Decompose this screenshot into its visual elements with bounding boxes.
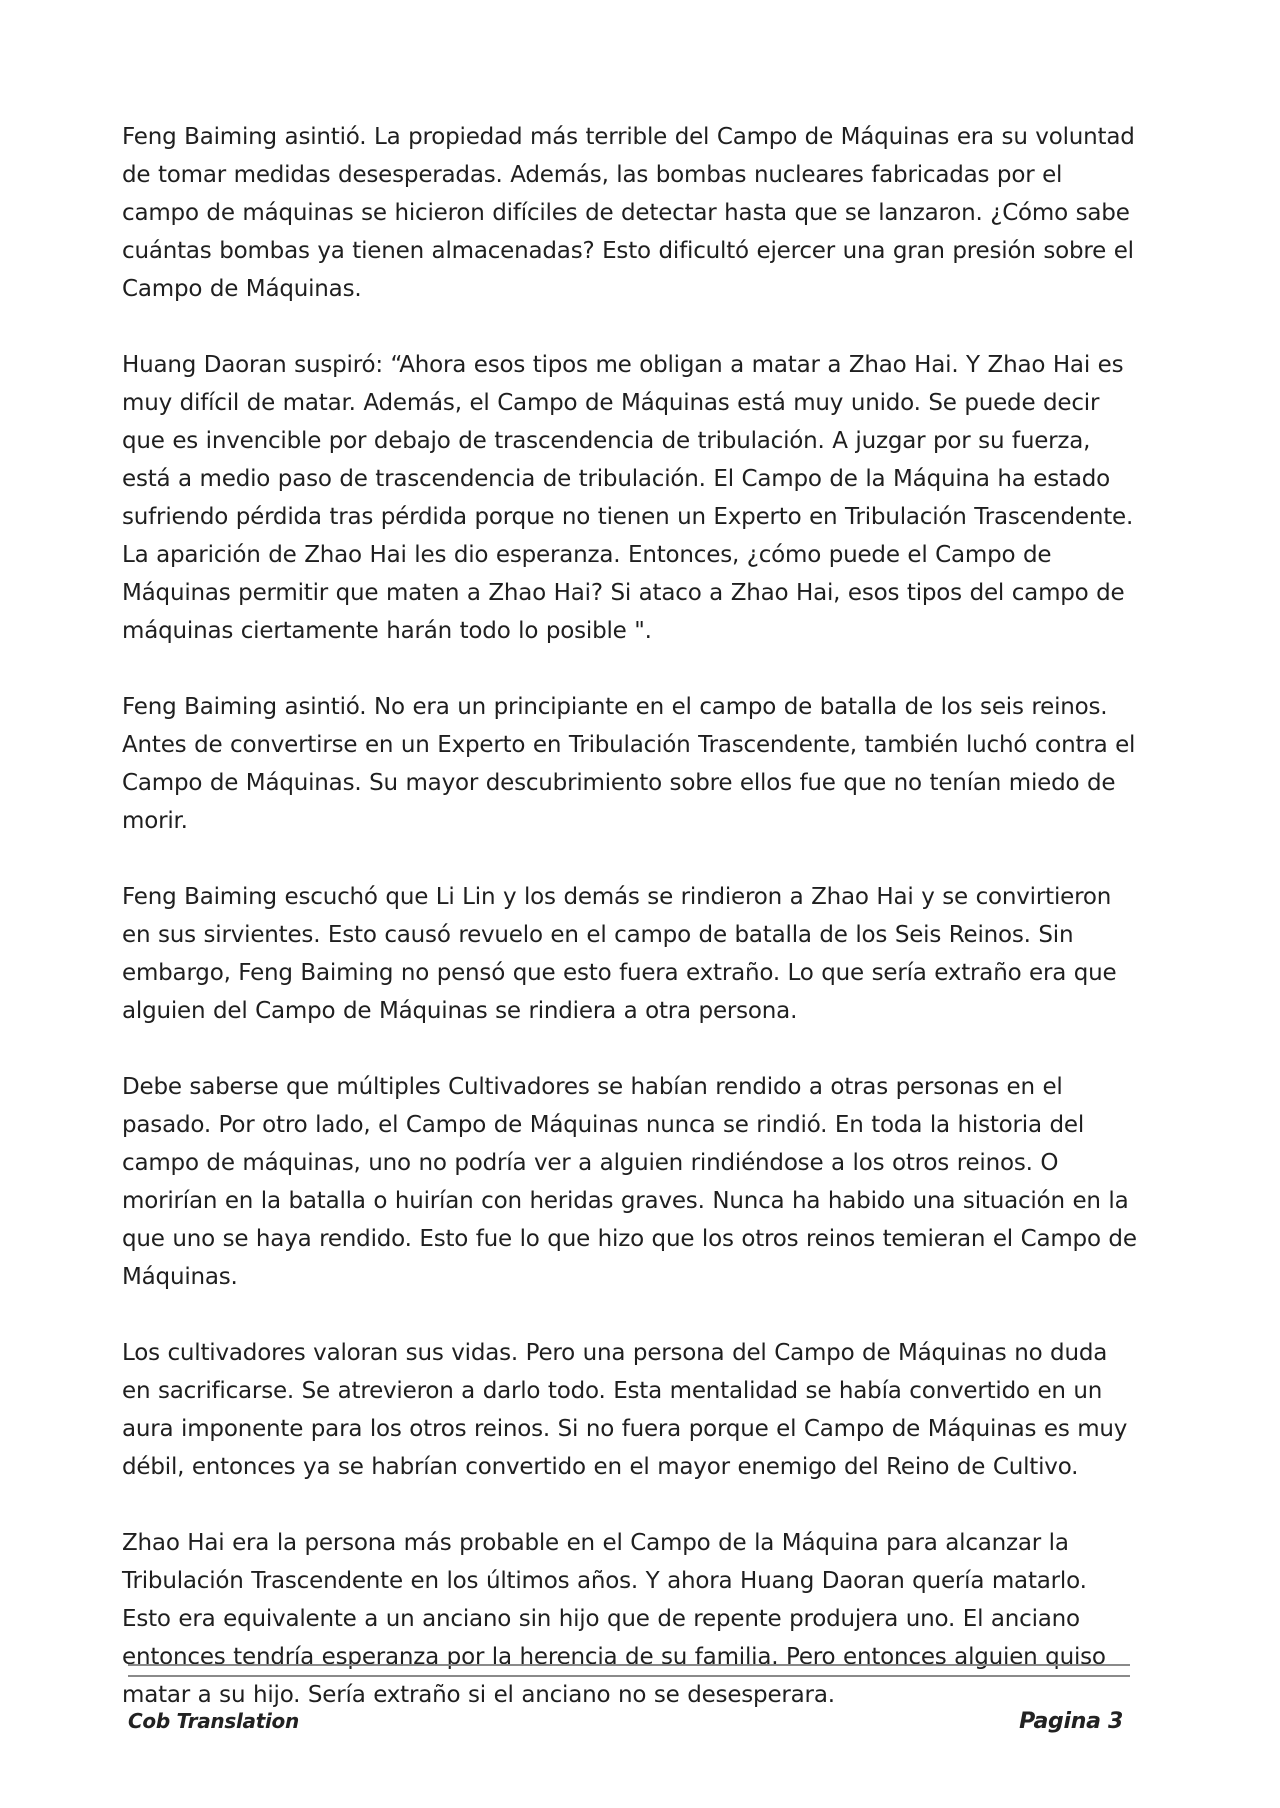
paragraph-5: Debe saberse que múltiples Cultivadores se habían rendido a otras personas en el pasado. Por otro lado, el Campo de Máquinas nunca se rindió. En toda la historia del campo de máquinas, uno no podría ver a alguien rindiéndose a los otros reinos. O morirían en la batalla o huirían con heridas graves. Nunca ha habido una situación en la que uno se haya rendido. Esto fue lo que hizo que los otros reinos temieran el Campo de Máquinas. [122, 1074, 1137, 1290]
document-body [122, 118, 1137, 1752]
footer-translator-credit: Cob Translation [128, 1709, 299, 1733]
page-footer [128, 1703, 1123, 1739]
footer-divider-top [128, 1664, 1130, 1666]
paragraph-7: Zhao Hai era la persona más probable en el Campo de la Máquina para alcanzar la Tribulación Trascendente en los últimos años. Y ahora Huang Daoran quería matarlo. Esto era equivalente a un anciano sin hijo que de repente produjera uno. El anciano entonces tendría esperanza por la herencia de su familia. Pero entonces alguien quiso matar a su hijo. Sería extraño si el anciano no se desesperara. [122, 1530, 1106, 1708]
footer-divider-bottom [128, 1675, 1130, 1677]
paragraph-2: Huang Daoran suspiró: “Ahora esos tipos me obligan a matar a Zhao Hai. Y Zhao Hai es muy difícil de matar. Además, el Campo de Máquinas está muy unido. Se puede decir que es invencible por debajo de trascendencia de tribulación. A juzgar por su fuerza, está a medio paso de trascendencia de tribulación. El Campo de la Máquina ha estado sufriendo pérdida tras pérdida porque no tienen un Experto en Tribulación Trascendente. La aparición de Zhao Hai les dio esperanza. Entonces, ¿cómo puede el Campo de Máquinas permitir que maten a Zhao Hai? Si ataco a Zhao Hai, esos tipos del campo de máquinas ciertamente harán todo lo posible ". [122, 352, 1134, 644]
paragraph-4: Feng Baiming escuchó que Li Lin y los demás se rindieron a Zhao Hai y se convirtieron en sus sirvientes. Esto causó revuelo en el campo de batalla de los Seis Reinos. Sin embargo, Feng Baiming no pensó que esto fuera extraño. Lo que sería extraño era que alguien del Campo de Máquinas se rindiera a otra persona. [122, 884, 1117, 1024]
paragraph-6: Los cultivadores valoran sus vidas. Pero una persona del Campo de Máquinas no duda en sacrificarse. Se atrevieron a darlo todo. Esta mentalidad se había convertido en un aura imponente para los otros reinos. Si no fuera porque el Campo de Máquinas es muy débil, entonces ya se habrían convertido en el mayor enemigo del Reino de Cultivo. [122, 1340, 1128, 1480]
footer-page-number: Pagina 3 [1019, 1708, 1123, 1734]
paragraph-1: Feng Baiming asintió. La propiedad más terrible del Campo de Máquinas era su voluntad de tomar medidas desesperadas. Además, las bombas nucleares fabricadas por el campo de máquinas se hicieron difíciles de detectar hasta que se lanzaron. ¿Cómo sabe cuántas bombas ya tienen almacenadas? Esto dificultó ejercer una gran presión sobre el Campo de Máquinas. [122, 124, 1135, 302]
paragraph-3: Feng Baiming asintió. No era un principiante en el campo de batalla de los seis reinos. Antes de convertirse en un Experto en Tribulación Trascendente, también luchó contra el Campo de Máquinas. Su mayor descubrimiento sobre ellos fue que no tenían miedo de morir. [122, 694, 1136, 834]
